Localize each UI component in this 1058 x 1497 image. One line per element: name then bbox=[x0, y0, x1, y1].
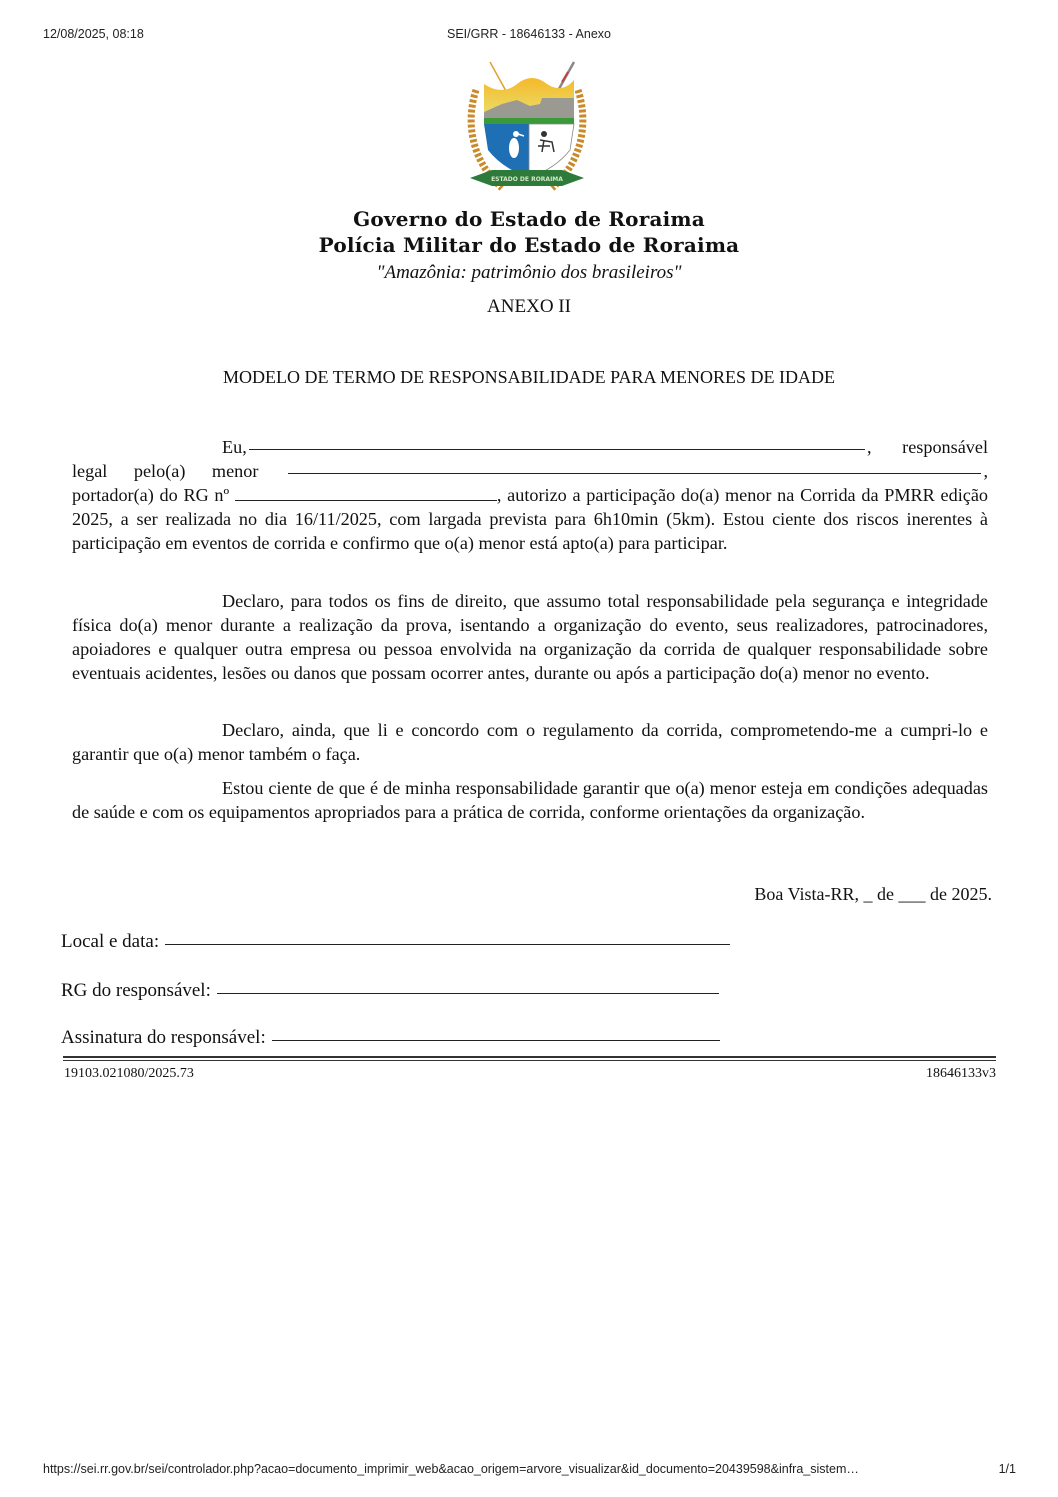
local-data-label: Local e data: bbox=[61, 931, 160, 952]
footer-divider bbox=[63, 1056, 996, 1058]
paragraph-liability bbox=[72, 589, 988, 695]
svg-text:ESTADO DE RORAIMA: ESTADO DE RORAIMA bbox=[491, 176, 563, 183]
rg-responsavel-field bbox=[61, 980, 719, 1002]
print-footer bbox=[0, 1462, 1058, 1480]
minor-name-blank[interactable] bbox=[288, 472, 981, 474]
page-number: 1/1 bbox=[998, 1462, 1016, 1476]
rg-responsavel-blank[interactable] bbox=[217, 992, 719, 994]
text-authorization: , autorizo a participação do(a) menor na Corrida da PMRR edição 2025, a ser realizada no dia 16/11/2025, com largada prevista para 6h10min (5km). Estou ciente dos riscos inerentes à participação em eventos de corrida e confirmo que o(a) menor está apto(a) para participar. bbox=[72, 485, 988, 553]
assinatura-blank[interactable] bbox=[272, 1039, 720, 1041]
text-eu: Eu, bbox=[222, 437, 247, 457]
local-data-blank[interactable] bbox=[165, 943, 730, 945]
regulation-text: Declaro, ainda, que li e concordo com o regulamento da corrida, comprometendo-me a cumpri-lo e garantir que o(a) menor também o faça. bbox=[72, 720, 988, 764]
text-comma: , bbox=[983, 461, 988, 481]
rg-number-blank[interactable] bbox=[235, 486, 497, 501]
local-data-field bbox=[61, 931, 730, 953]
paragraph-health bbox=[72, 776, 988, 834]
assinatura-label: Assinatura do responsável: bbox=[61, 1027, 266, 1048]
text-legal-pelo-menor: legal pelo(a) menor bbox=[72, 461, 259, 481]
rg-responsavel-label: RG do responsável: bbox=[61, 980, 211, 1001]
coat-of-arms-roraima-icon bbox=[462, 60, 592, 205]
motto: "Amazônia: patrimônio dos brasileiros" bbox=[376, 262, 682, 283]
assinatura-field bbox=[61, 1027, 720, 1049]
government-heading: Governo do Estado de Roraima bbox=[353, 207, 705, 231]
police-heading: Polícia Militar do Estado de Roraima bbox=[318, 233, 740, 257]
paragraph-regulation bbox=[72, 718, 988, 776]
footer-divider-thin bbox=[63, 1060, 996, 1061]
responsible-name-blank[interactable] bbox=[249, 448, 865, 450]
process-number: 19103.021080/2025.73 bbox=[64, 1066, 194, 1081]
print-header bbox=[0, 27, 1058, 45]
print-datetime: 12/08/2025, 08:18 bbox=[43, 27, 144, 41]
print-url: https://sei.rr.gov.br/sei/controlador.php?acao=documento_imprimir_web&acao_origem=arvore_visualizar&id_documento=20439598&infra_sistem… bbox=[43, 1462, 859, 1476]
liability-text: Declaro, para todos os fins de direito, que assumo total responsabilidade pela segurança e integridade física do(a) menor durante a realização da prova, isentando a organização do evento, seus realizadores, patrocinadores, apoiadores e qualquer outra empresa ou pessoa envolvida na organização da corrida de qualquer responsabilidade sobre eventuais acidentes, lesões ou danos que possam ocorrer antes, durante ou após a participação do(a) menor no evento. bbox=[72, 591, 988, 683]
document-version: 18646133v3 bbox=[926, 1066, 996, 1081]
document-title: MODELO DE TERMO DE RESPONSABILIDADE PARA MENORES DE IDADE bbox=[222, 367, 836, 387]
health-text: Estou ciente de que é de minha responsabilidade garantir que o(a) menor esteja em condições adequadas de saúde e com os equipamentos apropriados para a prática de corrida, conforme orientações da organização. bbox=[72, 778, 988, 822]
text-portador-rg: portador(a) do RG nº bbox=[72, 485, 230, 505]
paragraph-authorization bbox=[72, 435, 988, 555]
annex-label: ANEXO II bbox=[487, 296, 571, 317]
place-date: Boa Vista-RR, _ de ___ de 2025. bbox=[754, 884, 992, 904]
text-responsavel: , responsável bbox=[867, 437, 988, 457]
print-title: SEI/GRR - 18646133 - Anexo bbox=[447, 27, 611, 41]
